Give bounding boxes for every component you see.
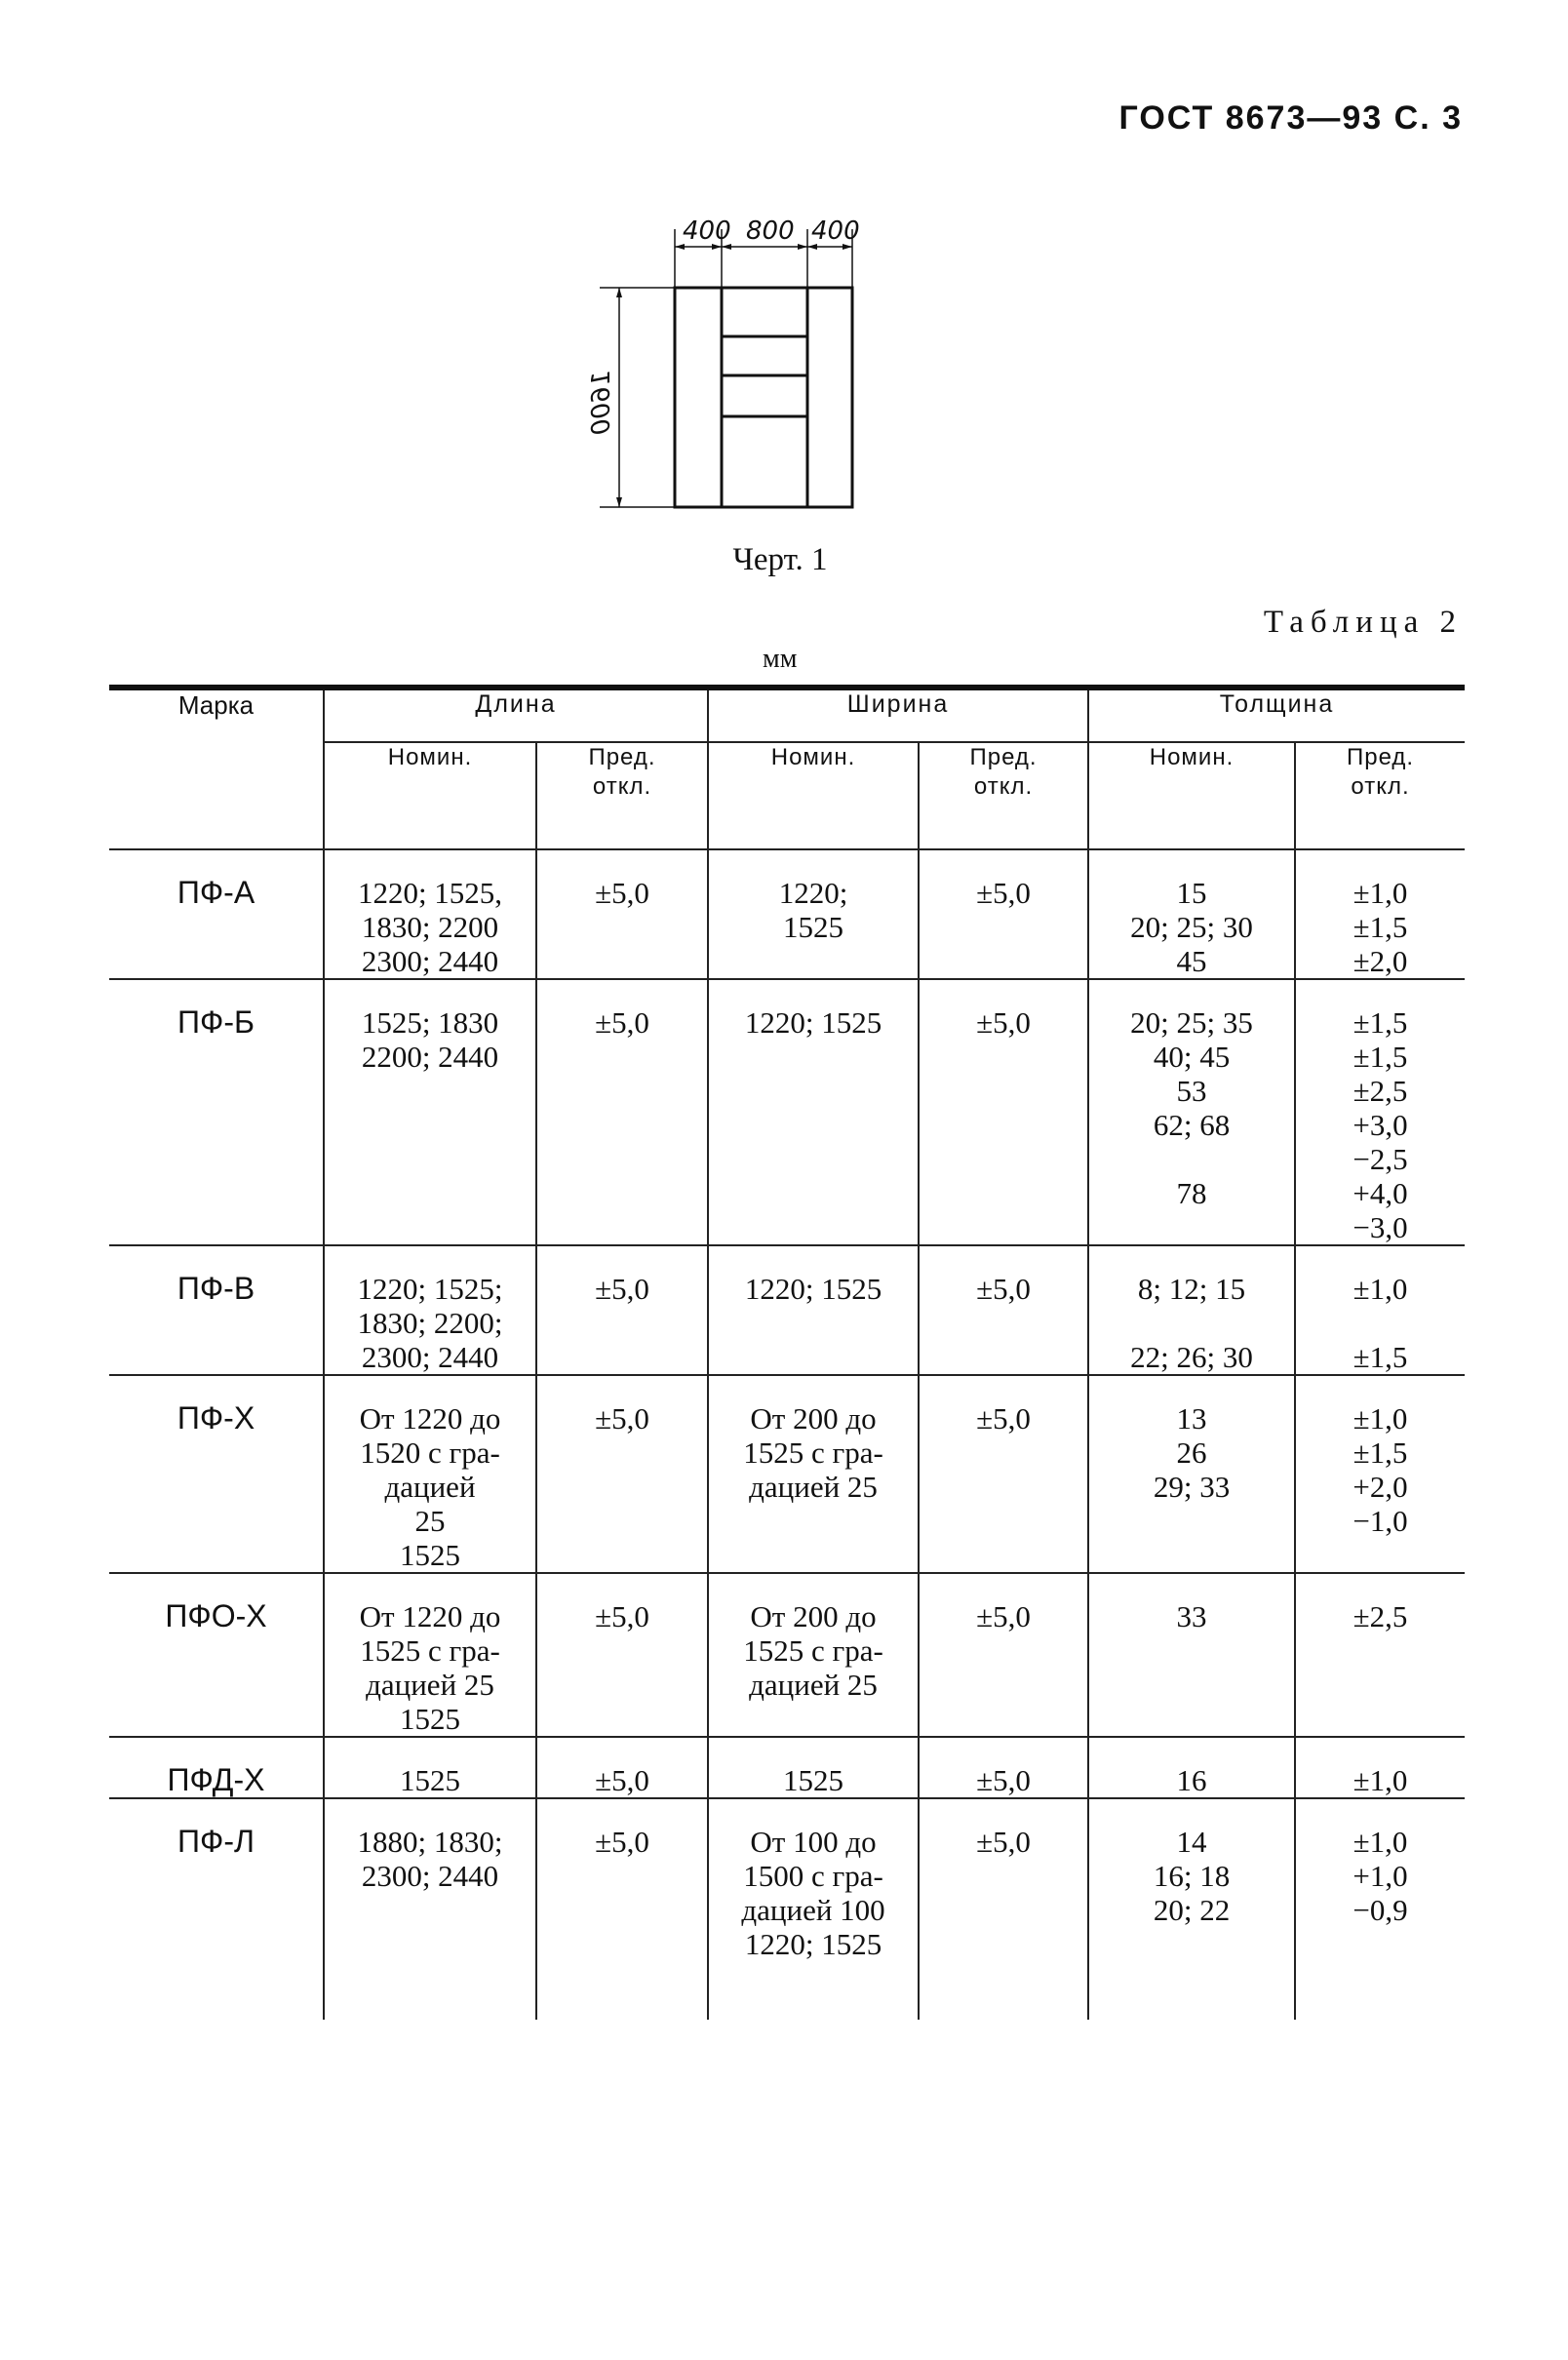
cell-line: +3,0 [1352,1108,1408,1142]
column-header-thickness-nominal: Номин. [1088,742,1295,849]
cell-line: ±1,5 [1352,1005,1408,1040]
column-header-width-deviation: Пред. откл. [919,742,1088,849]
page-header [1119,99,1463,138]
dim-height-label: 1600 [587,371,616,436]
cell-width-deviation [919,1737,1088,1798]
cell-line: 1220; 1525 [744,1927,882,1961]
column-header-length-deviation: Пред. откл. [536,742,708,849]
cell-line: дацией [384,1470,476,1504]
cell-line: 1830; 2200; [357,1306,503,1340]
cell-line: 13 [1176,1401,1207,1436]
cell-length-nominal [324,1245,536,1375]
cell-line: ±5,0 [976,1272,1031,1306]
cell-width-nominal [708,979,919,1245]
column-header-length-nominal: Номин. [324,742,536,849]
cell-line: +4,0 [1352,1176,1408,1210]
cell-thickness-nominal [1088,849,1295,979]
cell-thickness-nominal [1088,1798,1295,2020]
cell-width-deviation [919,1573,1088,1737]
cell-line: −1,0 [1352,1504,1408,1538]
cell-line [1089,1142,1294,1176]
table-body [109,849,1465,2020]
cell-mark: ПФ-Х [109,1375,324,1573]
cell-width-nominal [708,1245,919,1375]
cell-width-nominal [708,1375,919,1573]
cell-line: ±1,5 [1352,910,1408,944]
cell-line: 15 [1176,876,1207,910]
panel-outline [675,288,852,507]
cell-line: ±5,0 [595,876,649,910]
cell-line: 2200; 2440 [361,1040,499,1074]
cell-line: 8; 12; 15 [1137,1272,1246,1306]
dimensions-table [109,685,1465,2020]
table-row [109,1798,1465,2020]
cell-line: 1525 с гра- [743,1633,883,1668]
cell-line: ±5,0 [595,1005,649,1040]
cell-line: 22; 26; 30 [1130,1340,1253,1374]
cell-line: 1525 с гра- [360,1633,500,1668]
cell-line: 1520 с гра- [360,1436,500,1470]
table-row [109,1245,1465,1375]
cell-mark: ПФО-Х [109,1573,324,1737]
cell-line: ±1,0 [1352,1763,1408,1797]
cell-line: ±1,0 [1352,1825,1408,1859]
cell-mark: ПФД-Х [109,1737,324,1798]
cell-line: 1220; 1525 [744,1005,882,1040]
cell-line: ±5,0 [595,1825,649,1859]
cell-mark: ПФ-Б [109,979,324,1245]
cell-line: −2,5 [1352,1142,1408,1176]
column-header-thickness-deviation: Пред. откл. [1295,742,1465,849]
cell-length-nominal [324,1737,536,1798]
cell-line: 20; 25; 30 [1130,910,1253,944]
cell-width-deviation [919,849,1088,979]
cell-line: 2300; 2440 [361,1859,499,1893]
cell-length-deviation [536,1245,708,1375]
cell-width-deviation [919,1375,1088,1573]
cell-mark: ПФ-А [109,849,324,979]
cell-thickness-nominal [1088,1375,1295,1573]
cell-width-deviation [919,979,1088,1245]
table-row [109,1375,1465,1573]
cell-line: От 100 до [750,1825,877,1859]
cell-length-nominal [324,849,536,979]
cell-line: От 200 до [750,1599,877,1633]
cell-thickness-deviation [1295,1737,1465,1798]
cell-line: ±2,0 [1352,944,1408,978]
table-title: Таблица 2 [1263,605,1463,640]
column-header-mark: Марка [109,688,324,849]
cell-line: 29; 33 [1153,1470,1231,1504]
cell-line: От 200 до [750,1401,877,1436]
cell-length-nominal [324,979,536,1245]
cell-length-deviation [536,1375,708,1573]
cell-width-nominal [708,1573,919,1737]
cell-line [1296,1306,1465,1340]
standard-number: ГОСТ 8673—93 [1118,99,1384,137]
column-header-width-nominal: Номин. [708,742,919,849]
cell-length-deviation [536,1573,708,1737]
cell-line: ±5,0 [976,1401,1031,1436]
cell-mark: ПФ-Л [109,1798,324,2020]
table-units: мм [763,644,798,674]
cell-line: 2300; 2440 [361,944,499,978]
cell-width-nominal [708,849,919,979]
table-row [109,1737,1465,1798]
cell-line: −0,9 [1352,1893,1408,1927]
cell-line: ±1,0 [1352,1401,1408,1436]
cell-length-nominal [324,1798,536,2020]
cell-line: дацией 100 [741,1893,885,1927]
cell-line: 1525 [783,910,844,944]
cell-line: ±1,5 [1352,1040,1408,1074]
cell-line: 1880; 1830; [357,1825,503,1859]
cell-line: ±5,0 [976,1763,1031,1797]
cell-thickness-deviation [1295,1245,1465,1375]
cell-line: 1220; 1525 [744,1272,882,1306]
cell-line: 1220; [778,876,848,910]
dim-middle-label: 800 [746,216,795,246]
cell-line: ±2,5 [1352,1074,1408,1108]
cell-line: дацией 25 [366,1668,494,1702]
cell-line: ±2,5 [1352,1599,1408,1633]
cell-thickness-deviation [1295,1573,1465,1737]
cell-line: 16 [1176,1763,1207,1797]
cell-line: ±5,0 [976,1599,1031,1633]
table-row [109,979,1465,1245]
cell-line: +1,0 [1352,1859,1408,1893]
layout-drawing [585,200,975,531]
cell-line: 1525 с гра- [743,1436,883,1470]
cell-thickness-deviation [1295,979,1465,1245]
dim-right-label: 400 [811,216,860,246]
cell-length-deviation [536,979,708,1245]
cell-line: 16; 18 [1153,1859,1231,1893]
cell-width-deviation [919,1798,1088,2020]
cell-line: 1220; 1525, [357,876,503,910]
cell-line: ±1,0 [1352,1272,1408,1306]
cell-thickness-nominal [1088,1573,1295,1737]
cell-thickness-deviation [1295,1375,1465,1573]
cell-line: 2300; 2440 [361,1340,499,1374]
cell-line: 14 [1176,1825,1207,1859]
cell-line: ±5,0 [595,1401,649,1436]
cell-width-nominal [708,1798,919,2020]
cell-thickness-deviation [1295,849,1465,979]
cell-thickness-nominal [1088,1737,1295,1798]
cell-line: 1525; 1830 [361,1005,499,1040]
cell-line: ±5,0 [595,1599,649,1633]
cell-line: 1525 [400,1702,460,1736]
cell-line: 40; 45 [1153,1040,1231,1074]
cell-length-deviation [536,1737,708,1798]
page-number: С. 3 [1393,99,1463,137]
cell-line: 20; 25; 35 [1130,1005,1253,1040]
column-group-length: Длина [324,688,708,742]
cell-width-deviation [919,1245,1088,1375]
cell-line: ±5,0 [595,1272,649,1306]
cell-line: 26 [1176,1436,1207,1470]
figure-caption: Черт. 1 [732,542,828,577]
cell-length-nominal [324,1375,536,1573]
cell-thickness-nominal [1088,979,1295,1245]
cell-length-nominal [324,1573,536,1737]
cell-line: ±1,5 [1352,1436,1408,1470]
cell-line: ±5,0 [976,876,1031,910]
column-group-width: Ширина [708,688,1088,742]
cell-width-nominal [708,1737,919,1798]
cell-line: От 1220 до [359,1401,501,1436]
cell-thickness-deviation [1295,1798,1465,2020]
cell-line: +2,0 [1352,1470,1408,1504]
cell-line: ±5,0 [976,1005,1031,1040]
cell-line: От 1220 до [359,1599,501,1633]
cell-line: −3,0 [1352,1210,1408,1244]
dim-left-label: 400 [683,216,731,246]
cell-line [1089,1306,1294,1340]
cell-line: 53 [1176,1074,1207,1108]
cell-length-deviation [536,849,708,979]
cell-line: 78 [1176,1176,1207,1210]
cell-line: ±5,0 [595,1763,649,1797]
drawing-figure [585,200,975,531]
cell-mark: ПФ-В [109,1245,324,1375]
cell-line: 25 [414,1504,446,1538]
cell-length-deviation [536,1798,708,2020]
cell-line: 1220; 1525; [357,1272,503,1306]
table-row [109,849,1465,979]
cell-line: дацией 25 [749,1470,878,1504]
cell-line: 1830; 2200 [361,910,499,944]
cell-line: 20; 22 [1153,1893,1231,1927]
cell-line: ±1,5 [1352,1340,1408,1374]
column-group-thickness: Толщина [1088,688,1465,742]
cell-line: ±1,0 [1352,876,1408,910]
cell-thickness-nominal [1088,1245,1295,1375]
cell-line: ±5,0 [976,1825,1031,1859]
table-row [109,1573,1465,1737]
cell-line: дацией 25 [749,1668,878,1702]
cell-line: 45 [1176,944,1207,978]
cell-line: 1500 с гра- [743,1859,883,1893]
cell-line: 1525 [783,1763,844,1797]
cell-line: 1525 [400,1538,460,1572]
cell-line: 62; 68 [1153,1108,1231,1142]
cell-line: 33 [1176,1599,1207,1633]
cell-line: 1525 [400,1763,460,1797]
